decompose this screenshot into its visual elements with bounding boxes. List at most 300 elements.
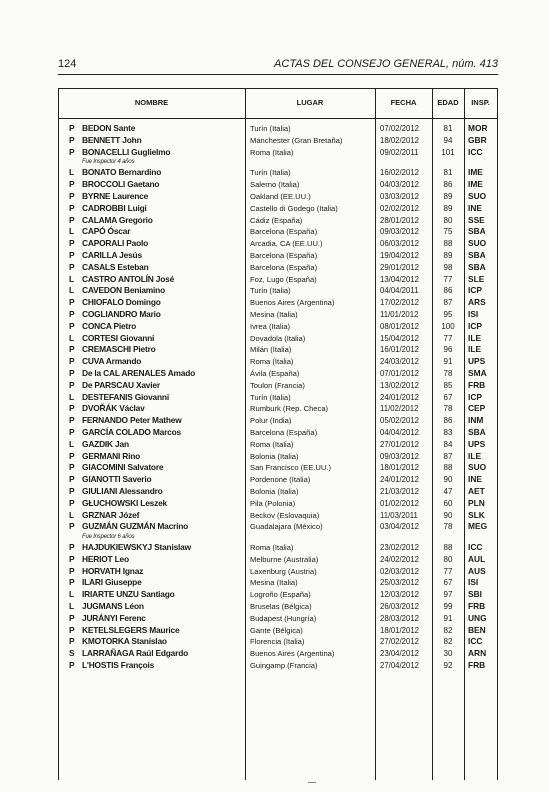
column-header-edad: EDAD (437, 98, 459, 107)
category-cell: P (69, 521, 75, 532)
category-cell: P (69, 179, 75, 190)
age-cell: 87 (443, 451, 453, 461)
inspectorate-cell: ARS (468, 297, 486, 308)
name-cell: KMOTORKA Stanislao (82, 636, 167, 647)
place-cell: Dovadola (Italia) (250, 333, 306, 343)
inspectorate-cell: SLK (468, 509, 485, 520)
name-cell: GŁUCHOWSKI Leszek (82, 497, 168, 508)
date-cell: 18/01/2012 (380, 463, 420, 473)
name-cell: HAJDUKIEWSKYJ Stanislaw (82, 542, 191, 553)
age-cell: 78 (443, 522, 453, 532)
inspectorate-cell: SBA (468, 249, 486, 260)
table-row (58, 648, 498, 660)
age-cell: 101 (441, 147, 455, 157)
date-cell: 02/02/2012 (380, 203, 420, 213)
name-cell: HORVATH Ignaz (82, 565, 144, 576)
name-cell: GUZMÁN GUZMÁN Macrino (82, 521, 189, 532)
inspectorate-cell: INM (468, 415, 484, 426)
place-cell: Turín (Italia) (250, 392, 291, 402)
table-row (58, 135, 498, 147)
place-cell: San Francisco (EE.UU.) (250, 463, 332, 473)
category-cell: L (69, 589, 75, 600)
category-cell: P (69, 624, 75, 635)
age-cell: 83 (443, 427, 453, 437)
category-cell: P (69, 356, 75, 367)
place-cell: Turín (Italia) (250, 286, 291, 296)
name-cell: CREMASCHI Pietro (82, 344, 156, 355)
name-cell: GAZDIK Jan (82, 438, 129, 449)
table-row (58, 262, 498, 274)
category-cell: P (69, 542, 75, 553)
note-text: Fue Inspector 6 años (82, 534, 135, 541)
table-row (58, 333, 498, 345)
age-cell: 96 (443, 345, 453, 355)
column-header-lugar: LUGAR (296, 98, 324, 107)
column-header-insp: INSP. (471, 98, 490, 107)
table-row (58, 368, 498, 380)
date-cell: 26/03/2012 (380, 602, 420, 612)
date-cell: 18/02/2012 (380, 135, 420, 145)
name-cell: GIULIANI Alessandro (82, 485, 163, 496)
name-cell: L'HOSTIS François (82, 660, 155, 671)
place-cell: Toulon (Francia) (250, 380, 305, 390)
name-cell: HERIOT Leo (82, 553, 129, 564)
category-cell: P (69, 474, 75, 485)
date-cell: 06/03/2012 (380, 239, 420, 249)
age-cell: 99 (443, 602, 453, 612)
name-cell: COGLIANDRO Mario (82, 308, 161, 319)
date-cell: 11/01/2012 (380, 309, 419, 319)
table-row (58, 321, 498, 333)
name-cell: GIACOMINI Salvatore (82, 462, 164, 473)
table-row (58, 439, 498, 451)
table-row (58, 403, 498, 415)
inspectorate-cell: MEG (468, 521, 488, 532)
date-cell: 21/03/2012 (380, 486, 420, 496)
age-cell: 85 (443, 380, 453, 390)
inspectorate-cell: ICP (468, 320, 482, 331)
running-title: ACTAS DEL CONSEJO GENERAL, núm. 413 (274, 58, 498, 70)
date-cell: 17/02/2012 (380, 298, 420, 308)
place-cell: Milán (Italia) (250, 345, 292, 355)
table-row (58, 510, 498, 522)
table-row (58, 660, 498, 672)
name-cell: De la CAL ARENALES Amado (82, 367, 196, 378)
place-cell: Foz, Lugo (España) (250, 274, 317, 284)
column-header-nombre: NOMBRE (134, 98, 169, 107)
inspectorate-cell: AUL (468, 553, 486, 564)
place-cell: Bolonia (Italia) (250, 451, 299, 461)
date-cell: 27/04/2012 (380, 661, 420, 671)
age-cell: 84 (443, 439, 453, 449)
place-cell: Roma (Italia) (250, 439, 294, 449)
name-cell: CHIOFALO Domingo (82, 297, 161, 308)
place-cell: Polur (India) (250, 416, 292, 426)
inspectorate-cell: SSE (468, 214, 485, 225)
inspectorate-cell: INE (468, 474, 482, 485)
date-cell: 09/03/2012 (380, 227, 420, 237)
age-cell: 75 (443, 227, 453, 237)
age-cell: 82 (443, 625, 453, 635)
age-cell: 90 (443, 510, 453, 520)
name-cell: BROCCOLI Gaetano (82, 179, 160, 190)
age-cell: 30 (443, 649, 453, 659)
place-cell: Castello di Godego (Italia) (250, 203, 338, 213)
table-row (58, 462, 498, 474)
inspectorate-cell: SUO (468, 190, 487, 201)
age-cell: 78 (443, 404, 453, 414)
age-cell: 82 (443, 637, 453, 647)
age-cell: 90 (443, 475, 453, 485)
name-cell: LARRAÑAGA Raúl Edgardo (82, 648, 189, 659)
table-row (58, 285, 498, 297)
place-cell: Budapest (Hungría) (250, 613, 317, 623)
inspectorate-cell: ISI (468, 577, 479, 588)
category-cell: P (69, 344, 75, 355)
category-cell: L (69, 509, 75, 520)
category-cell: P (69, 636, 75, 647)
name-cell: CUVA Armando (82, 356, 142, 367)
table-row (58, 498, 498, 510)
table-row (58, 625, 498, 637)
inspectorate-cell: AET (468, 485, 485, 496)
inspectorate-cell: BEN (468, 624, 486, 635)
category-cell: P (69, 134, 75, 145)
category-cell: L (69, 226, 75, 237)
age-cell: 98 (443, 262, 453, 272)
note-row (58, 533, 498, 542)
table-row (58, 474, 498, 486)
table-row (58, 613, 498, 625)
category-cell: L (69, 391, 75, 402)
category-cell: P (69, 367, 75, 378)
date-cell: 28/01/2012 (380, 215, 420, 225)
age-cell: 88 (443, 543, 453, 553)
age-cell: 77 (443, 333, 453, 343)
table-row (58, 274, 498, 286)
inspectorate-cell: SUO (468, 462, 487, 473)
inspectorate-cell: AUS (468, 565, 486, 576)
date-cell: 23/02/2012 (380, 543, 420, 553)
place-cell: Salerno (Italia) (250, 180, 300, 190)
date-cell: 13/02/2012 (380, 380, 420, 390)
table-row (58, 344, 498, 356)
date-cell: 04/04/2012 (380, 427, 420, 437)
inspectorate-cell: SBI (468, 589, 482, 600)
place-cell: Bruselas (Bélgica) (250, 602, 312, 612)
inspectorate-cell: SBA (468, 426, 486, 437)
place-cell: Pila (Polonia) (250, 498, 296, 508)
age-cell: 95 (443, 309, 453, 319)
date-cell: 28/03/2012 (380, 613, 420, 623)
age-cell: 77 (443, 274, 453, 284)
category-cell: P (69, 123, 75, 133)
inspectorate-cell: ICC (468, 636, 483, 647)
page-header (58, 58, 498, 72)
age-cell: 86 (443, 416, 453, 426)
table-row (58, 451, 498, 463)
place-cell: Arcadia, CA (EE.UU.) (250, 239, 323, 249)
age-cell: 80 (443, 215, 453, 225)
inspectorate-cell: UPS (468, 438, 486, 449)
table-row (58, 309, 498, 321)
inspectorate-cell: ICC (468, 542, 483, 553)
inspectorate-cell: ARN (468, 648, 487, 659)
name-cell: JURÁNYI Ferenc (82, 612, 146, 623)
inspectorate-cell: FRB (468, 660, 486, 671)
age-cell: 97 (443, 590, 453, 600)
age-cell: 81 (443, 168, 453, 178)
name-cell: CADROBBI Luigi (82, 202, 147, 213)
name-cell: KETELSLEGERS Maurice (82, 624, 180, 635)
place-cell: Turín (Italia) (250, 124, 291, 133)
place-cell: Guadalajara (México) (250, 522, 323, 532)
table-row (58, 123, 498, 135)
name-cell: CONCA Pietro (82, 320, 137, 331)
category-cell: L (69, 601, 75, 612)
age-cell: 86 (443, 286, 453, 296)
name-cell: IRIARTE UNZU Santiago (82, 589, 175, 600)
place-cell: Cádiz (España) (250, 215, 303, 225)
category-cell: P (69, 462, 75, 473)
date-cell: 03/03/2012 (380, 191, 420, 201)
date-cell: 01/02/2012 (380, 498, 420, 508)
name-cell: DVOŘÁK Václav (82, 403, 145, 414)
table-row (58, 392, 498, 404)
inspectorate-cell: FRB (468, 601, 486, 612)
date-cell: 04/04/2011 (380, 286, 419, 296)
table-row (58, 147, 498, 159)
date-cell: 23/04/2012 (380, 649, 420, 659)
table-row (58, 179, 498, 191)
name-cell: BYRNE Laurence (82, 190, 149, 201)
table-row (58, 577, 498, 589)
date-cell: 25/03/2012 (380, 578, 420, 588)
name-cell: GARCÍA COLADO Marcos (82, 426, 181, 437)
inspectorate-cell: MOR (468, 123, 488, 133)
category-cell: P (69, 403, 75, 414)
name-cell: CAVEDON Beniamino (82, 285, 165, 296)
place-cell: Barcelona (España) (250, 262, 318, 272)
age-cell: 80 (443, 554, 453, 564)
place-cell: Roma (Italia) (250, 543, 294, 553)
category-cell: P (69, 450, 75, 461)
name-cell: CAPORALI Paolo (82, 238, 149, 249)
place-cell: Ávila (España) (250, 368, 300, 378)
date-cell: 09/03/2012 (380, 451, 420, 461)
age-cell: 91 (443, 613, 453, 623)
age-cell: 86 (443, 180, 453, 190)
table-row (58, 554, 498, 566)
inspectorate-cell: ICP (468, 391, 482, 402)
table-row (58, 566, 498, 578)
inspectorate-cell: SLE (468, 273, 485, 284)
table-row (58, 427, 498, 439)
date-cell: 13/04/2012 (380, 274, 420, 284)
category-cell: P (69, 190, 75, 201)
age-cell: 91 (443, 357, 453, 367)
table-row (58, 636, 498, 648)
age-cell: 89 (443, 203, 453, 213)
category-cell: L (69, 438, 75, 449)
date-cell: 24/03/2012 (380, 357, 420, 367)
place-cell: Buenos Aires (Argentina) (250, 649, 335, 659)
table-row (58, 250, 498, 262)
date-cell: 27/02/2012 (380, 637, 420, 647)
place-cell: Ivrea (Italia) (250, 321, 291, 331)
date-cell: 24/01/2012 (380, 392, 420, 402)
category-cell: P (69, 426, 75, 437)
category-cell: L (69, 332, 75, 343)
date-cell: 24/01/2012 (380, 475, 420, 485)
table-row (58, 380, 498, 392)
age-cell: 67 (443, 578, 453, 588)
category-cell: P (69, 308, 75, 319)
name-cell: GIANOTTI Saverio (82, 474, 152, 485)
name-cell: JUGMANS Léon (82, 601, 144, 612)
place-cell: Guingamp (Francia) (250, 661, 318, 671)
inspectorate-cell: SBA (468, 226, 486, 237)
name-cell: BONATO Bernardino (82, 167, 162, 178)
category-cell: P (69, 577, 75, 588)
date-cell: 11/03/2011 (380, 510, 418, 520)
age-cell: 47 (443, 486, 453, 496)
table-row (58, 191, 498, 203)
date-cell: 27/01/2012 (380, 439, 420, 449)
name-cell: GRZNAR Józef (82, 509, 140, 520)
age-cell: 88 (443, 239, 453, 249)
age-cell: 78 (443, 368, 453, 378)
table-row (58, 356, 498, 368)
name-cell: FERNANDO Peter Mathew (82, 415, 182, 426)
table-body (58, 123, 498, 672)
category-cell: P (69, 261, 75, 272)
date-cell: 07/02/2012 (380, 124, 420, 133)
table-row (58, 203, 498, 215)
inspectorate-cell: PLN (468, 497, 485, 508)
name-cell: BONACELLI Guglielmo (82, 146, 171, 157)
category-cell: P (69, 214, 75, 225)
name-cell: ILARI Giuseppe (82, 577, 142, 588)
table-row (58, 542, 498, 554)
place-cell: Buenos Aires (Argentina) (250, 298, 335, 308)
place-cell: Gante (Bélgica) (250, 625, 303, 635)
table-row (58, 167, 498, 179)
category-cell: P (69, 146, 75, 157)
date-cell: 03/04/2012 (380, 522, 420, 532)
category-cell: P (69, 320, 75, 331)
table-row (58, 297, 498, 309)
inspectorate-cell: ILE (468, 344, 482, 355)
place-cell: Barcelona (España) (250, 250, 318, 260)
name-cell: CAPÓ Óscar (82, 226, 131, 237)
category-cell: S (69, 648, 75, 659)
category-cell: P (69, 415, 75, 426)
footer-mark (308, 782, 316, 783)
inspectorate-cell: SBA (468, 261, 486, 272)
category-cell: L (69, 285, 75, 296)
date-cell: 02/03/2012 (380, 566, 420, 576)
date-cell: 16/01/2012 (380, 345, 420, 355)
name-cell: CORTESI Giovanni (82, 332, 155, 343)
place-cell: Barcelona (España) (250, 427, 318, 437)
place-cell: Logroño (España) (250, 590, 311, 600)
category-cell: P (69, 379, 75, 390)
table-row (58, 226, 498, 238)
place-cell: Beckov (Eslovaquia) (250, 510, 320, 520)
date-cell: 15/04/2012 (380, 333, 420, 343)
category-cell: P (69, 297, 75, 308)
category-cell: L (69, 273, 75, 284)
name-cell: CASTRO ANTOLÍN José (82, 273, 175, 284)
inspectorate-cell: CEP (468, 403, 486, 414)
age-cell: 87 (443, 298, 453, 308)
category-cell: P (69, 553, 75, 564)
table-row (58, 415, 498, 427)
inspectorate-cell: ILE (468, 450, 482, 461)
age-cell: 89 (443, 191, 453, 201)
place-cell: Florencia (Italia) (250, 637, 305, 647)
date-cell: 05/02/2012 (380, 416, 420, 426)
obituary-table (58, 88, 498, 780)
name-cell: CASALS Esteban (82, 261, 149, 272)
category-cell: P (69, 485, 75, 496)
age-cell: 92 (443, 661, 453, 671)
name-cell: BEDON Sante (82, 123, 136, 133)
table-row (58, 215, 498, 227)
category-cell: P (69, 660, 75, 671)
inspectorate-cell: ICC (468, 146, 483, 157)
name-cell: DESTEFANIS Giovanni (82, 391, 169, 402)
table-row (58, 601, 498, 613)
place-cell: Melburne (Australia) (250, 554, 319, 564)
place-cell: Laxenburg (Austria) (250, 566, 317, 576)
age-cell: 81 (443, 124, 453, 133)
date-cell: 18/01/2012 (380, 625, 420, 635)
inspectorate-cell: ILE (468, 332, 482, 343)
date-cell: 16/02/2012 (380, 168, 420, 178)
date-cell: 04/03/2012 (380, 180, 420, 190)
age-cell: 100 (441, 321, 455, 331)
table-row (58, 238, 498, 250)
inspectorate-cell: IME (468, 179, 483, 190)
name-cell: GERMANI Rino (82, 450, 141, 461)
inspectorate-cell: UPS (468, 356, 486, 367)
name-cell: CARILLA Jesús (82, 249, 142, 260)
age-cell: 77 (443, 566, 453, 576)
category-cell: P (69, 202, 75, 213)
table-row (58, 521, 498, 533)
age-cell: 89 (443, 250, 453, 260)
note-text: Fue Inspector 4 años (82, 159, 135, 166)
category-cell: P (69, 249, 75, 260)
inspectorate-cell: SMA (468, 367, 487, 378)
age-cell: 67 (443, 392, 453, 402)
inspectorate-cell: ICP (468, 285, 482, 296)
place-cell: Oakland (EE.UU.) (250, 191, 311, 201)
place-cell: Pordenone (Italia) (250, 475, 311, 485)
date-cell: 11/02/2012 (380, 404, 419, 414)
date-cell: 24/02/2012 (380, 554, 420, 564)
category-cell: P (69, 238, 75, 249)
date-cell: 29/01/2012 (380, 262, 420, 272)
category-cell: P (69, 612, 75, 623)
category-cell: L (69, 167, 75, 178)
name-cell: CALAMA Gregorio (82, 214, 153, 225)
place-cell: Manchester (Gran Bretaña) (250, 135, 343, 145)
date-cell: 09/02/2011 (380, 147, 419, 157)
category-cell: P (69, 497, 75, 508)
